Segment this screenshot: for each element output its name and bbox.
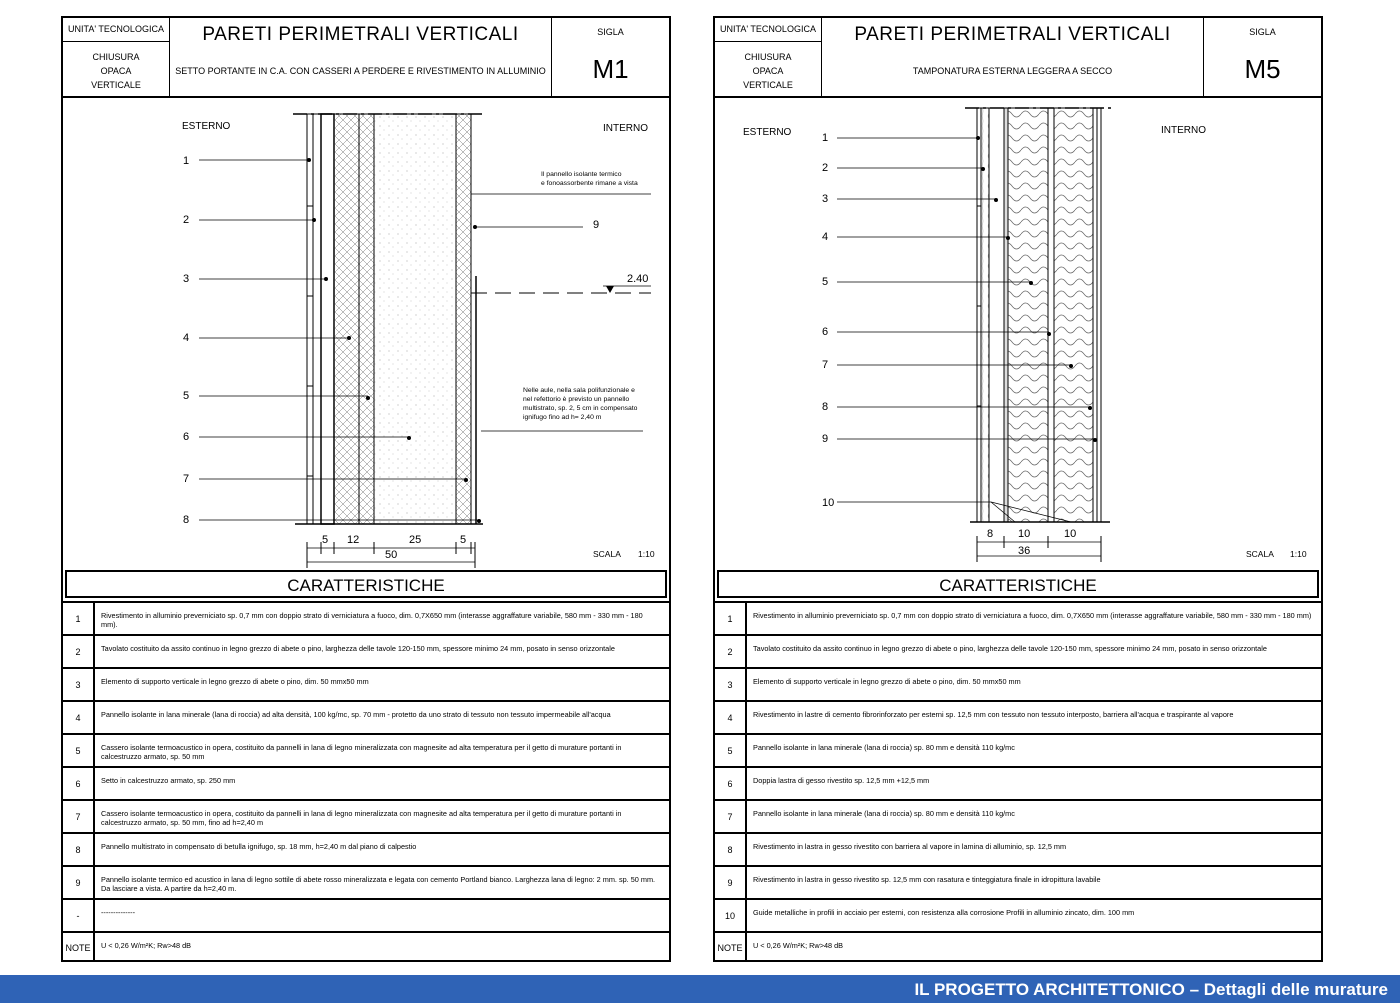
table-row: 5 Pannello isolante in lana minerale (lana di roccia) sp. 80 mm e densità 110 kg/mc <box>715 735 1321 768</box>
table-row: 3 Elemento di supporto verticale in legno grezzo di abete o pino, dim. 50 mmx50 mm <box>63 669 669 702</box>
sheet-title: PARETI PERIMETRALI VERTICALI <box>854 24 1171 45</box>
chiusura-label: CHIUSURA OPACA VERTICALE <box>715 42 822 96</box>
wall-section-drawing <box>63 96 669 568</box>
dim-total: 50 <box>385 549 398 561</box>
table-row: 8 Pannello multistrato in compensato di betulla ignifugo, sp. 18 mm, h=2,40 m dal piano di calpestio <box>63 834 669 867</box>
unita-tecnologica-label: UNITA' TECNOLOGICA <box>63 18 170 42</box>
interno-label: INTERNO <box>603 123 648 134</box>
note-bottom-line2: nel refettorio è previsto un pannello <box>523 396 630 403</box>
table-row: 9 Pannello isolante termico ed acustico in lana di legno sottile di abete rosso mineralizzata e legata con cemento Portland bianco. Larghezza lana di legno: 2 mm. sp. 50 mm. Da lasciare a vista. A partire da h=2,40 m. <box>63 867 669 900</box>
callout-4: 4 <box>822 231 829 243</box>
scale-value: 1:10 <box>1290 549 1307 559</box>
height-mark: 2.40 <box>627 273 649 285</box>
table-row: - -------------- <box>63 900 669 933</box>
table-row: 2 Tavolato costituito da assito continuo in legno grezzo di abete o pino, larghezza delle tavole 120-150 mm, spessore minimo 24 mm, posato in senso orizzontale <box>715 636 1321 669</box>
table-row: 3 Elemento di supporto verticale in legno grezzo di abete o pino, dim. 50 mmx50 mm <box>715 669 1321 702</box>
sigla-label: SIGLA <box>551 18 669 42</box>
header-block <box>63 18 669 98</box>
callout-1: 1 <box>183 155 190 167</box>
table-row: 2 Tavolato costituito da assito continuo in legno grezzo di abete o pino, larghezza delle tavole 120-150 mm, spessore minimo 24 mm, posato in senso orizzontale <box>63 636 669 669</box>
footer-title: IL PROGETTO ARCHITETTONICO – Dettagli delle murature <box>914 980 1388 999</box>
sheet-description: TAMPONATURA ESTERNA LEGGERA A SECCO <box>912 66 1113 76</box>
callout-3: 3 <box>183 273 190 285</box>
table-row: 5 Cassero isolante termoacustico in opera, costituito da pannelli in lana di legno mineralizzata con magnesite ad alta temperatura per il getto di murature portanti in calcestruzzo armato, sp. 50 mm <box>63 735 669 768</box>
scale-value: 1:10 <box>638 549 655 559</box>
callout-8: 8 <box>822 401 829 413</box>
table-row: 7 Pannello isolante in lana minerale (lana di roccia) sp. 80 mm e densità 110 kg/mc <box>715 801 1321 834</box>
dim-1: 8 <box>987 528 994 540</box>
callout-7: 7 <box>183 473 190 485</box>
table-row: 7 Cassero isolante termoacustico in opera, costituito da pannelli in lana di legno mineralizzata con magnesite ad alta temperatura per il getto di murature portanti in calcestruzzo armato, sp. 50 mm, fino ad h=2,40 m <box>63 801 669 834</box>
interno-label: INTERNO <box>1161 125 1206 136</box>
dim-4: 5 <box>460 534 467 546</box>
callout-4: 4 <box>183 332 190 344</box>
callout-2: 2 <box>183 214 190 226</box>
dim-3: 10 <box>1064 528 1077 540</box>
note-bottom-line3: multistrato, sp. 2, 5 cm in compensato <box>523 405 638 412</box>
callout-5: 5 <box>822 276 829 288</box>
caratteristiche-table <box>63 601 669 962</box>
note-bottom-line4: ignifugo fino ad h= 2,40 m <box>523 414 602 421</box>
table-row: 4 Rivestimento in lastre di cemento fibrorinforzato per esterni sp. 12,5 mm con tessuto non tessuto interposto, barriera all'acqua e traspirante al vapore <box>715 702 1321 735</box>
sheet-m1 <box>61 16 671 962</box>
footer-bar <box>0 975 1400 1003</box>
scale-label: SCALA <box>593 549 621 559</box>
caratteristiche-title: CARATTERISTICHE <box>717 570 1319 598</box>
note-row: NOTE U < 0,26 W/m²K; Rw>48 dB <box>715 933 1321 962</box>
callout-2: 2 <box>822 162 829 174</box>
note-top-line2: e fonoassorbente rimane a vista <box>541 180 638 187</box>
table-row: 8 Rivestimento in lastra in gesso rivestito con barriera al vapore in lamina di alluminio, sp. 12,5 mm <box>715 834 1321 867</box>
note-top-line1: Il pannello isolante termico <box>541 171 622 178</box>
table-row: 1 Rivestimento in alluminio preverniciato sp. 0,7 mm con doppio strato di verniciatura a fuoco, dim. 0,7X650 mm (interasse aggraffature variabile, 580 mm - 330 mm - 180 mm) <box>715 603 1321 636</box>
table-row: 6 Setto in calcestruzzo armato, sp. 250 mm <box>63 768 669 801</box>
sigla-code: M5 <box>1203 42 1321 96</box>
note-row: NOTE U < 0,26 W/m²K; Rw>48 dB <box>63 933 669 962</box>
wall-section-drawing <box>715 96 1321 568</box>
note-bottom-line1: Nelle aule, nella sala polifunzionale e <box>523 387 635 394</box>
unita-tecnologica-label: UNITA' TECNOLOGICA <box>715 18 822 42</box>
table-row: 1 Rivestimento in alluminio preverniciato sp. 0,7 mm con doppio strato di verniciatura a fuoco, dim. 0,7X650 mm (interasse aggraffature variabile, 580 mm - 330 mm - 180 mm). <box>63 603 669 636</box>
callout-10: 10 <box>822 497 835 509</box>
esterno-label: ESTERNO <box>182 121 231 132</box>
sheet-description: SETTO PORTANTE IN C.A. CON CASSERI A PERDERE E RIVESTIMENTO IN ALLUMINIO <box>175 66 546 76</box>
caratteristiche-table <box>715 601 1321 962</box>
callout-6: 6 <box>183 431 190 443</box>
callout-8: 8 <box>183 514 190 526</box>
dim-2: 10 <box>1018 528 1031 540</box>
callout-6: 6 <box>822 326 829 338</box>
table-row: 10 Guide metalliche in profili in acciaio per esterni, con resistenza alla corrosione Profili in alluminio zincato, dim. 100 mm <box>715 900 1321 933</box>
sigla-code: M1 <box>551 42 669 96</box>
header-block <box>715 18 1321 98</box>
callout-7: 7 <box>822 359 829 371</box>
dim-2: 12 <box>347 534 360 546</box>
chiusura-label: CHIUSURA OPACA VERTICALE <box>63 42 170 96</box>
esterno-label: ESTERNO <box>743 127 792 138</box>
dim-1: 5 <box>322 534 329 546</box>
table-row: 9 Rivestimento in lastra in gesso rivestito sp. 12,5 mm con rasatura e tinteggiatura finale in idropittura lavabile <box>715 867 1321 900</box>
sheet-title: PARETI PERIMETRALI VERTICALI <box>202 24 519 45</box>
dim-3: 25 <box>409 534 422 546</box>
callout-9: 9 <box>593 219 600 231</box>
dim-total: 36 <box>1018 545 1031 557</box>
caratteristiche-title: CARATTERISTICHE <box>65 570 667 598</box>
callout-5: 5 <box>183 390 190 402</box>
table-row: 4 Pannello isolante in lana minerale (lana di roccia) ad alta densità, 100 kg/mc, sp. 70 mm - protetto da uno strato di tessuto non tessuto impermeabile all'acqua <box>63 702 669 735</box>
callout-9: 9 <box>822 433 829 445</box>
callout-3: 3 <box>822 193 829 205</box>
callout-1: 1 <box>822 132 829 144</box>
scale-label: SCALA <box>1246 549 1274 559</box>
sheet-m5 <box>713 16 1323 962</box>
sigla-label: SIGLA <box>1203 18 1321 42</box>
table-row: 6 Doppia lastra di gesso rivestito sp. 12,5 mm +12,5 mm <box>715 768 1321 801</box>
